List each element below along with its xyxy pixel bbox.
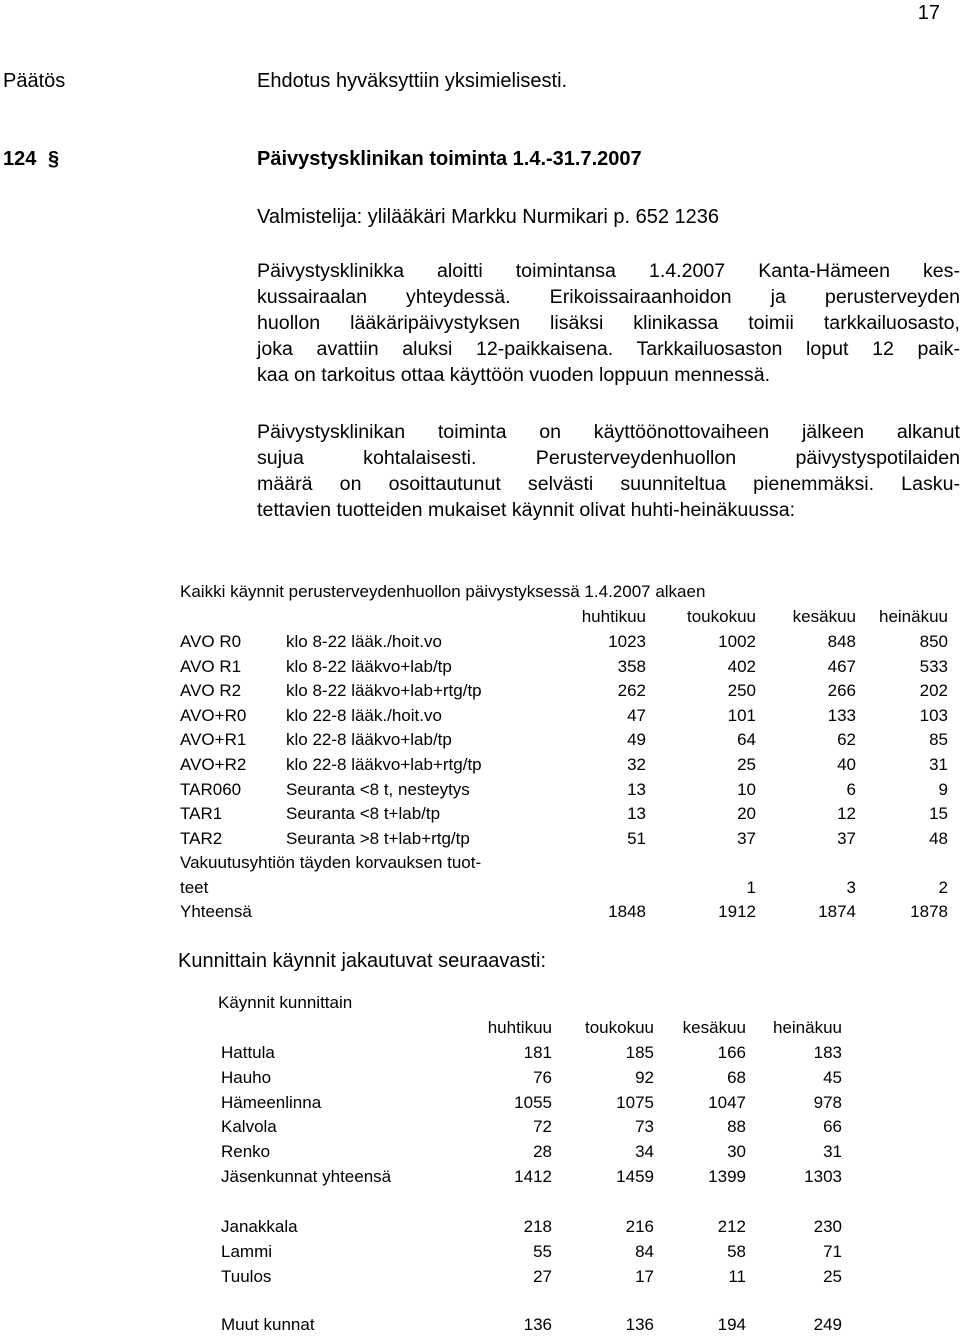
- table-cell: 133: [827, 705, 856, 725]
- table-cell: 6: [846, 779, 856, 799]
- row-label: Lammi: [221, 1241, 273, 1261]
- table-cell: 66: [823, 1117, 842, 1137]
- paragraph-line: Päivystysklinikka aloitti toimintansa 1.4.2007 Kanta-Hämeen kes-: [257, 260, 960, 282]
- visits-table: [180, 582, 960, 922]
- table-cell: 11: [728, 1266, 746, 1286]
- month-header: huhtikuu: [581, 607, 646, 626]
- table-cell: 136: [523, 1315, 552, 1334]
- table-cell: 15: [929, 804, 948, 824]
- table-row: [180, 829, 960, 853]
- table-cell: 32: [627, 755, 646, 774]
- row-label: Tuulos: [221, 1266, 272, 1286]
- section-number: [3, 148, 59, 171]
- table-row: [218, 1093, 858, 1117]
- paragraph-line: sujua kohtalaisesti. Perusterveydenhuollon päivystyspotilaiden: [257, 447, 960, 469]
- table-cell: 47: [627, 705, 646, 725]
- row-description: klo 22-8 lääkvo+lab/tp: [286, 730, 452, 750]
- table-cell: 1075: [616, 1092, 654, 1112]
- table-cell: 84: [635, 1241, 654, 1261]
- table-cell: 978: [813, 1092, 842, 1112]
- table-cell: 55: [533, 1241, 552, 1261]
- table-row: [218, 1242, 858, 1266]
- table-row: [218, 1068, 858, 1092]
- total-row: [180, 902, 960, 926]
- table-row: [218, 1167, 858, 1191]
- table-cell: 25: [823, 1266, 842, 1286]
- row-label: Kalvola: [221, 1117, 277, 1137]
- row-description: klo 8-22 lääkvo+lab/tp: [286, 656, 452, 676]
- paragraph-line: tettavien tuotteiden mukaiset käynnit olivat huhti-heinäkuussa:: [257, 499, 796, 521]
- table-row: [180, 632, 960, 656]
- table-cell: 216: [625, 1217, 654, 1236]
- row-code: AVO+R0: [180, 705, 247, 725]
- table-cell: 249: [813, 1315, 842, 1334]
- paragraph-1: [257, 258, 960, 388]
- paragraph-line: joka avattiin aluksi 12-paikkaisena. Tarkkailuosaston loput 12 paik-: [257, 338, 960, 360]
- row-description: Seuranta >8 t+lab+rtg/tp: [286, 828, 470, 848]
- table-row: [180, 657, 960, 681]
- table-cell: 194: [717, 1315, 746, 1334]
- insurance-row: [180, 853, 960, 877]
- table-cell: 20: [737, 804, 756, 824]
- table-cell: 9: [938, 779, 948, 799]
- table-cell: 73: [635, 1117, 654, 1137]
- preparer-line: Valmistelija: ylilääkäri Markku Nurmikari p. 652 1236: [257, 206, 720, 228]
- month-header: huhtikuu: [487, 1018, 552, 1037]
- municipal-table-header: [218, 1018, 858, 1042]
- row-label: Hattula: [221, 1043, 275, 1062]
- row-code: AVO+R1: [180, 730, 247, 750]
- table-cell: 1848: [608, 902, 646, 921]
- table-cell: 358: [617, 656, 646, 676]
- table-cell: 71: [823, 1241, 842, 1261]
- table-cell: 1399: [708, 1167, 746, 1186]
- paragraph-line: kussairaalan yhteydessä. Erikoissairaanhoidon ja perusterveyden: [257, 286, 960, 308]
- month-header: kesäkuu: [792, 607, 856, 626]
- table-row: [218, 1267, 858, 1291]
- table-cell: 850: [919, 632, 948, 651]
- table-cell: 12: [837, 804, 856, 824]
- table-row: [180, 681, 960, 705]
- table-cell: 2: [938, 878, 948, 897]
- insurance-label-line2: teet: [180, 878, 209, 897]
- table-cell: 1: [746, 878, 756, 897]
- table-cell: 1023: [608, 632, 646, 651]
- row-code: AVO R1: [180, 656, 242, 676]
- table-cell: 34: [635, 1142, 654, 1162]
- table-cell: 10: [737, 779, 756, 799]
- month-header: heinäkuu: [878, 607, 948, 626]
- row-description: Seuranta <8 t+lab/tp: [286, 804, 441, 824]
- table-cell: 1002: [718, 632, 756, 651]
- row-description: klo 8-22 lääkvo+lab+rtg/tp: [286, 681, 482, 701]
- row-code: TAR1: [180, 804, 223, 824]
- row-label: Renko: [221, 1142, 271, 1162]
- table-cell: 37: [837, 828, 856, 848]
- table-cell: 103: [919, 705, 948, 725]
- table-cell: 25: [737, 755, 756, 774]
- table-cell: 183: [813, 1043, 842, 1062]
- table-cell: 136: [625, 1315, 654, 1334]
- table-cell: 28: [533, 1142, 552, 1162]
- table-cell: 45: [823, 1067, 842, 1087]
- table-cell: 88: [727, 1117, 746, 1137]
- table-row: [180, 755, 960, 779]
- table-cell: 166: [717, 1043, 746, 1062]
- table-cell: 76: [533, 1067, 552, 1087]
- table-cell: 17: [635, 1266, 654, 1286]
- table-cell: 72: [533, 1117, 552, 1137]
- table-row: [180, 730, 960, 754]
- table-cell: 1459: [616, 1167, 654, 1186]
- table-cell: 402: [727, 656, 756, 676]
- section-symbol: §: [47, 148, 60, 170]
- table-row: [180, 706, 960, 730]
- month-header: kesäkuu: [682, 1018, 746, 1037]
- table-cell: 3: [846, 878, 856, 897]
- table-cell: 185: [625, 1043, 654, 1062]
- table-cell: 848: [827, 632, 856, 651]
- table-cell: 31: [823, 1142, 842, 1162]
- table-cell: 262: [617, 681, 646, 701]
- table-cell: 250: [727, 681, 756, 701]
- table-cell: 40: [837, 755, 856, 774]
- table-cell: 51: [627, 828, 646, 848]
- row-description: klo 8-22 lääk./hoit.vo: [286, 632, 442, 651]
- table-cell: 64: [737, 730, 756, 750]
- page-number: 17: [917, 2, 940, 24]
- table-cell: 49: [627, 730, 646, 750]
- other-municipalities-total-row: [218, 1315, 858, 1339]
- table-row: [180, 780, 960, 804]
- table-row: [218, 1142, 858, 1166]
- month-header: heinäkuu: [772, 1018, 842, 1037]
- section-number-value: 124: [3, 148, 37, 170]
- table-cell: 68: [727, 1067, 746, 1087]
- insurance-row-values: [180, 878, 960, 902]
- municipal-heading: Kunnittain käynnit jakautuvat seuraavasti:: [178, 950, 546, 972]
- municipal-table-caption: Käynnit kunnittain: [218, 993, 353, 1012]
- table-cell: 1412: [514, 1167, 552, 1186]
- municipal-table: [218, 993, 858, 1339]
- paragraph-line: kaa on tarkoitus ottaa käyttöön vuoden loppuun mennessä.: [257, 364, 771, 386]
- table-cell: 1303: [804, 1167, 842, 1186]
- month-header: toukokuu: [687, 607, 756, 626]
- row-label: Janakkala: [221, 1217, 298, 1236]
- table-cell: 230: [813, 1217, 842, 1236]
- insurance-label-line1: Vakuutusyhtiön täyden korvauksen tuot-: [180, 853, 482, 872]
- row-description: Seuranta <8 t, nesteytys: [286, 779, 470, 799]
- table-cell: 101: [727, 705, 756, 725]
- table-row: [218, 1043, 858, 1067]
- table-cell: 85: [929, 730, 948, 750]
- visits-table-header: [180, 607, 960, 631]
- table-cell: 62: [837, 730, 856, 750]
- section-title: Päivystysklinikan toiminta 1.4.-31.7.2007: [257, 148, 642, 170]
- table-cell: 31: [929, 755, 948, 774]
- table-cell: 13: [627, 804, 646, 824]
- paragraph-line: Päivystysklinikan toiminta on käyttöönottovaiheen jälkeen alkanut: [257, 421, 960, 443]
- decision-label: Päätös: [3, 70, 66, 92]
- table-cell: 1047: [708, 1092, 746, 1112]
- table-cell: 1874: [818, 902, 856, 921]
- table-row: [218, 1117, 858, 1141]
- paragraph-2: [257, 419, 960, 523]
- row-code: AVO R0: [180, 632, 242, 651]
- row-label: Hauho: [221, 1067, 272, 1087]
- row-code: TAR060: [180, 779, 242, 799]
- paragraph-line: määrä on osoittautunut selvästi suunniteltua pienemmäksi. Lasku-: [257, 473, 960, 495]
- table-cell: 1878: [910, 902, 948, 921]
- table-row: [180, 804, 960, 828]
- row-description: klo 22-8 lääkvo+lab+rtg/tp: [286, 755, 482, 774]
- paragraph-line: huollon lääkäripäivystyksen lisäksi klinikassa toimii tarkkailuosasto,: [257, 312, 960, 334]
- row-description: klo 22-8 lääk./hoit.vo: [286, 705, 442, 725]
- table-cell: 58: [727, 1241, 746, 1261]
- table-cell: 181: [523, 1043, 552, 1062]
- table-cell: 467: [827, 656, 856, 676]
- table-cell: 27: [533, 1266, 552, 1286]
- table-cell: 37: [737, 828, 756, 848]
- total-label: Yhteensä: [180, 902, 252, 921]
- table-cell: 48: [929, 828, 948, 848]
- table-row: [218, 1217, 858, 1241]
- table-cell: 92: [635, 1067, 654, 1087]
- visits-table-caption: Kaikki käynnit perusterveydenhuollon päivystyksessä 1.4.2007 alkaen: [180, 582, 706, 601]
- table-cell: 1912: [718, 902, 756, 921]
- row-label: Jäsenkunnat yhteensä: [221, 1167, 392, 1186]
- row-label: Hämeenlinna: [221, 1092, 322, 1112]
- table-cell: 266: [827, 681, 856, 701]
- table-cell: 212: [717, 1217, 746, 1236]
- table-cell: 1055: [514, 1092, 552, 1112]
- table-cell: 13: [627, 779, 646, 799]
- table-cell: 30: [727, 1142, 746, 1162]
- table-cell: 202: [919, 681, 948, 701]
- row-label: Muut kunnat: [221, 1315, 315, 1334]
- row-code: AVO+R2: [180, 755, 247, 774]
- row-code: AVO R2: [180, 681, 242, 701]
- table-cell: 533: [919, 656, 948, 676]
- month-header: toukokuu: [585, 1018, 654, 1037]
- row-code: TAR2: [180, 828, 223, 848]
- table-cell: 218: [523, 1217, 552, 1236]
- decision-text: Ehdotus hyväksyttiin yksimielisesti.: [257, 70, 568, 92]
